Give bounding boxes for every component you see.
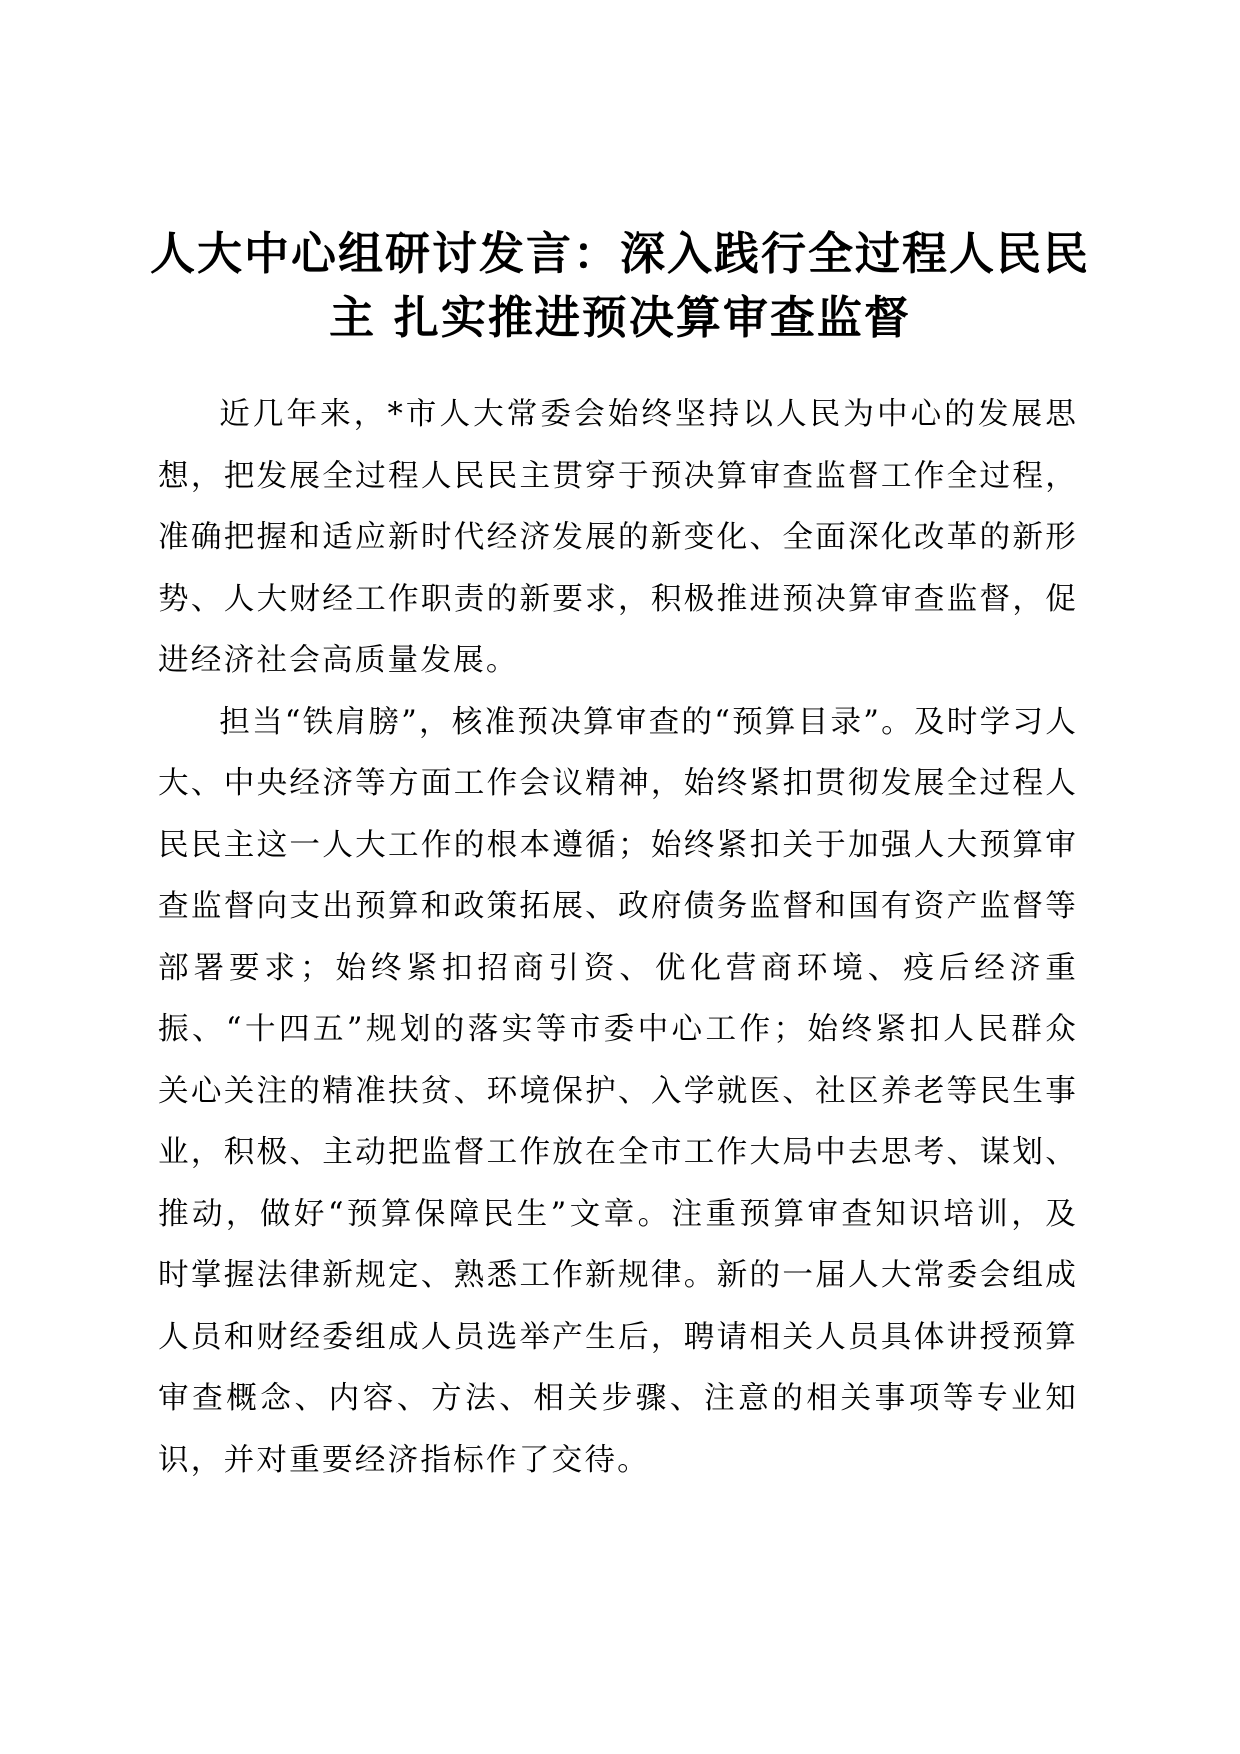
title-line-1: 人大中心组研讨发言：深入践行全过程人民民 [149, 227, 1090, 280]
paragraph-budget-catalog: 担当“铁肩膀”，核准预决算审查的“预算目录”。及时学习人大、中央经济等方面工作会议精神，始终紧扣贯彻发展全过程人民民主这一人大工作的根本遵循；始终紧扣关于加强人大预算审查监督向支出预算和政策拓展、政府债务监督和国有资产监督等部署要求；始终紧扣招商引资、优化营商环境、疫后经济重振、“十四五”规划的落实等市委中心工作；始终紧扣人民群众关心关注的精准扶贫、环境保护、入学就医、社区养老等民生事业，积极、主动把监督工作放在全市工作大局中去思考、谋划、推动，做好“预算保障民生”文章。注重预算审查知识培训，及时掌握法律新规定、熟悉工作新规律。新的一届人大常委会组成人员和财经委组成人员选举产生后，聘请相关人员具体讲授预算审查概念、内容、方法、相关步骤、注意的相关事项等专业知识，并对重要经济指标作了交待。 [158, 704, 1078, 1478]
document-title [130, 222, 1110, 350]
paragraph-intro: 近几年来，*市人大常委会始终坚持以人民为中心的发展思想，把发展全过程人民民主贯穿于预决算审查监督工作全过程，准确把握和适应新时代经济发展的新变化、全面深化改革的新形势、人大财经工作职责的新要求，积极推进预决算审查监督，促进经济社会高质量发展。 [158, 397, 1078, 678]
title-line-2: 主 扎实推进预决算审查监督 [329, 291, 911, 344]
document-body [158, 384, 1078, 1491]
